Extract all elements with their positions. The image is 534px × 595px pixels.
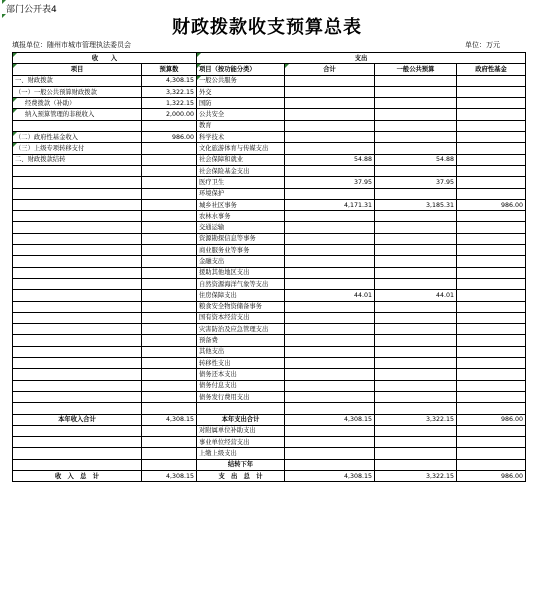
expense-fund xyxy=(457,165,526,176)
expense-fund xyxy=(457,380,526,391)
income-item xyxy=(13,425,142,436)
expense-total xyxy=(285,222,375,233)
expense-general xyxy=(375,459,457,470)
expense-general xyxy=(375,369,457,380)
expense-fund: 986.00 xyxy=(457,470,526,481)
expense-total xyxy=(285,324,375,335)
expense-item: 对附属单位补助支出 xyxy=(197,425,285,436)
income-budget xyxy=(142,324,197,335)
expense-fund xyxy=(457,312,526,323)
income-budget xyxy=(142,448,197,459)
expense-total xyxy=(285,120,375,131)
table-row xyxy=(13,312,526,323)
reporting-unit: 填报单位：随州市城市管理执法委员会 xyxy=(12,41,131,49)
income-header: 收 入 xyxy=(13,53,197,64)
expense-total xyxy=(285,75,375,86)
expense-total xyxy=(285,132,375,143)
expense-total xyxy=(285,358,375,369)
expense-item: 环境保护 xyxy=(197,188,285,199)
expense-item: 社会保障和就业 xyxy=(197,154,285,165)
expense-fund xyxy=(457,177,526,188)
income-budget xyxy=(142,120,197,131)
expense-general xyxy=(375,301,457,312)
expense-fund xyxy=(457,403,526,414)
expense-total xyxy=(285,256,375,267)
expense-item: 转移性支出 xyxy=(197,358,285,369)
income-item xyxy=(13,369,142,380)
expense-fund xyxy=(457,301,526,312)
income-item: 二、财政拨款结转 xyxy=(13,154,142,165)
table-row xyxy=(13,98,526,109)
expense-general xyxy=(375,425,457,436)
expense-total xyxy=(285,278,375,289)
expense-general xyxy=(375,132,457,143)
income-item xyxy=(13,358,142,369)
expense-item: 一般公共服务 xyxy=(197,75,285,86)
expense-fund xyxy=(457,143,526,154)
expense-general xyxy=(375,380,457,391)
expense-fund xyxy=(457,278,526,289)
income-item xyxy=(13,324,142,335)
income-budget xyxy=(142,199,197,210)
income-budget xyxy=(142,165,197,176)
expense-item: 债务发行费用支出 xyxy=(197,391,285,402)
expense-fund xyxy=(457,222,526,233)
expense-total xyxy=(285,391,375,402)
expense-total xyxy=(285,245,375,256)
income-item xyxy=(13,448,142,459)
expense-total xyxy=(285,380,375,391)
expense-total xyxy=(285,86,375,97)
expense-general xyxy=(375,86,457,97)
expense-fund xyxy=(457,245,526,256)
table-row xyxy=(13,470,526,481)
income-item xyxy=(13,391,142,402)
income-budget xyxy=(142,346,197,357)
form-tag: 部门公开表4 xyxy=(6,5,57,15)
income-budget xyxy=(142,425,197,436)
expense-item: 社会保险基金支出 xyxy=(197,165,285,176)
expense-item: 资源勘探信息等事务 xyxy=(197,233,285,244)
expense-total xyxy=(285,369,375,380)
expense-total: 54.88 xyxy=(285,154,375,165)
expense-total xyxy=(285,109,375,120)
expense-fund xyxy=(457,459,526,470)
expense-total xyxy=(285,267,375,278)
expense-general xyxy=(375,437,457,448)
income-item xyxy=(13,165,142,176)
expense-fund xyxy=(457,233,526,244)
expense-item: 住房保障支出 xyxy=(197,290,285,301)
income-item xyxy=(13,312,142,323)
header-row-top xyxy=(13,53,526,64)
table-row xyxy=(13,448,526,459)
expense-total xyxy=(285,459,375,470)
expense-general xyxy=(375,120,457,131)
currency-unit: 单位：万元 xyxy=(465,41,500,49)
expense-fund xyxy=(457,109,526,120)
expense-fund xyxy=(457,369,526,380)
budget-table xyxy=(12,52,526,482)
expense-item: 公共安全 xyxy=(197,109,285,120)
table-row xyxy=(13,380,526,391)
table-row xyxy=(13,177,526,188)
expense-item: 债务付息支出 xyxy=(197,380,285,391)
income-item xyxy=(13,256,142,267)
income-item xyxy=(13,188,142,199)
income-item: 一、财政拨款 xyxy=(13,75,142,86)
income-budget xyxy=(142,290,197,301)
expense-general xyxy=(375,109,457,120)
expense-item xyxy=(197,403,285,414)
expense-general xyxy=(375,391,457,402)
income-budget xyxy=(142,177,197,188)
table-row xyxy=(13,211,526,222)
expense-item: 金融支出 xyxy=(197,256,285,267)
table-row xyxy=(13,199,526,210)
col-general-header: 一般公共预算 xyxy=(375,64,457,75)
table-row xyxy=(13,267,526,278)
expense-fund xyxy=(457,120,526,131)
expense-item: 上缴上级支出 xyxy=(197,448,285,459)
income-budget xyxy=(142,245,197,256)
expense-fund xyxy=(457,290,526,301)
expense-general xyxy=(375,165,457,176)
expense-header: 支出 xyxy=(197,53,526,64)
table-row xyxy=(13,403,526,414)
income-budget xyxy=(142,211,197,222)
income-budget xyxy=(142,256,197,267)
expense-item: 结转下年 xyxy=(197,459,285,470)
income-budget: 4,308.15 xyxy=(142,75,197,86)
expense-total xyxy=(285,301,375,312)
income-item xyxy=(13,335,142,346)
expense-total xyxy=(285,448,375,459)
income-item xyxy=(13,222,142,233)
income-budget xyxy=(142,437,197,448)
income-item xyxy=(13,278,142,289)
expense-item: 债务还本支出 xyxy=(197,369,285,380)
col-budget-header: 预算数 xyxy=(142,64,197,75)
expense-general xyxy=(375,278,457,289)
table-row xyxy=(13,346,526,357)
expense-item: 本年支出合计 xyxy=(197,414,285,425)
expense-item: 粮食安全物资储备事务 xyxy=(197,301,285,312)
expense-fund xyxy=(457,267,526,278)
expense-general xyxy=(375,403,457,414)
col-fund-header: 政府性基金 xyxy=(457,64,526,75)
expense-total: 4,308.15 xyxy=(285,414,375,425)
table-row xyxy=(13,358,526,369)
income-budget xyxy=(142,335,197,346)
expense-item: 农林水事务 xyxy=(197,211,285,222)
table-row xyxy=(13,120,526,131)
income-item: 纳入预算管理的非税收入 xyxy=(13,109,142,120)
expense-total xyxy=(285,403,375,414)
table-row xyxy=(13,278,526,289)
table-row xyxy=(13,132,526,143)
expense-general xyxy=(375,324,457,335)
income-budget xyxy=(142,188,197,199)
income-item: 收 入 总 计 xyxy=(13,470,142,481)
income-item xyxy=(13,301,142,312)
expense-item: 城乡社区事务 xyxy=(197,199,285,210)
income-item: （二）政府性基金收入 xyxy=(13,132,142,143)
expense-fund xyxy=(457,324,526,335)
income-budget: 986.00 xyxy=(142,132,197,143)
expense-general xyxy=(375,143,457,154)
expense-total: 44.01 xyxy=(285,290,375,301)
expense-item: 支 出 总 计 xyxy=(197,470,285,481)
table-row xyxy=(13,459,526,470)
expense-fund: 986.00 xyxy=(457,414,526,425)
income-budget: 4,308.15 xyxy=(142,470,197,481)
expense-general: 54.88 xyxy=(375,154,457,165)
table-row xyxy=(13,414,526,425)
col-func-header: 项目（按功能分类） xyxy=(197,64,285,75)
table-row xyxy=(13,425,526,436)
income-budget xyxy=(142,369,197,380)
expense-total xyxy=(285,346,375,357)
page-title: 财政拨款收支预算总表 xyxy=(172,17,362,38)
income-item xyxy=(13,290,142,301)
income-budget xyxy=(142,380,197,391)
col-item-header: 项目 xyxy=(13,64,142,75)
income-budget xyxy=(142,312,197,323)
expense-total xyxy=(285,425,375,436)
expense-general xyxy=(375,346,457,357)
expense-fund xyxy=(457,256,526,267)
expense-item: 事业单位经营支出 xyxy=(197,437,285,448)
expense-general: 3,322.15 xyxy=(375,470,457,481)
expense-fund xyxy=(457,132,526,143)
expense-item: 自然资源海洋气象等支出 xyxy=(197,278,285,289)
expense-general xyxy=(375,233,457,244)
income-item xyxy=(13,199,142,210)
income-item: （一）一般公共预算财政拨款 xyxy=(13,86,142,97)
expense-total xyxy=(285,437,375,448)
table-row xyxy=(13,324,526,335)
income-item xyxy=(13,245,142,256)
table-row xyxy=(13,290,526,301)
income-budget xyxy=(142,143,197,154)
table-row xyxy=(13,154,526,165)
expense-item: 商业服务业等事务 xyxy=(197,245,285,256)
table-row xyxy=(13,86,526,97)
expense-item: 预备费 xyxy=(197,335,285,346)
expense-fund xyxy=(457,98,526,109)
income-budget xyxy=(142,267,197,278)
expense-item: 国有资本经营支出 xyxy=(197,312,285,323)
income-budget xyxy=(142,391,197,402)
expense-general xyxy=(375,335,457,346)
income-item xyxy=(13,459,142,470)
income-budget xyxy=(142,278,197,289)
expense-total: 37.95 xyxy=(285,177,375,188)
expense-general xyxy=(375,98,457,109)
expense-fund xyxy=(457,346,526,357)
expense-general: 44.01 xyxy=(375,290,457,301)
table-row xyxy=(13,335,526,346)
expense-general xyxy=(375,245,457,256)
income-budget xyxy=(142,301,197,312)
expense-fund xyxy=(457,425,526,436)
expense-item: 科学技术 xyxy=(197,132,285,143)
expense-fund xyxy=(457,437,526,448)
expense-total xyxy=(285,211,375,222)
table-row xyxy=(13,256,526,267)
expense-total xyxy=(285,335,375,346)
income-item xyxy=(13,403,142,414)
expense-fund xyxy=(457,188,526,199)
table-row xyxy=(13,109,526,120)
table-row xyxy=(13,391,526,402)
expense-item: 文化旅游体育与传媒支出 xyxy=(197,143,285,154)
table-row xyxy=(13,222,526,233)
expense-general xyxy=(375,256,457,267)
expense-general xyxy=(375,358,457,369)
income-item xyxy=(13,267,142,278)
col-total-header: 合计 xyxy=(285,64,375,75)
table-row xyxy=(13,369,526,380)
income-item xyxy=(13,346,142,357)
expense-fund xyxy=(457,211,526,222)
expense-general xyxy=(375,211,457,222)
income-budget xyxy=(142,459,197,470)
expense-item: 其他支出 xyxy=(197,346,285,357)
expense-fund xyxy=(457,358,526,369)
income-budget: 1,322.15 xyxy=(142,98,197,109)
expense-fund xyxy=(457,335,526,346)
expense-general: 3,322.15 xyxy=(375,414,457,425)
income-item xyxy=(13,177,142,188)
income-budget: 2,000.00 xyxy=(142,109,197,120)
expense-general xyxy=(375,312,457,323)
expense-fund xyxy=(457,86,526,97)
expense-total: 4,308.15 xyxy=(285,470,375,481)
income-item: 经费拨款（补助） xyxy=(13,98,142,109)
income-budget xyxy=(142,154,197,165)
expense-item: 教育 xyxy=(197,120,285,131)
expense-fund xyxy=(457,154,526,165)
expense-total xyxy=(285,233,375,244)
income-budget xyxy=(142,403,197,414)
income-budget xyxy=(142,358,197,369)
income-item xyxy=(13,120,142,131)
expense-item: 灾害防治及应急管理支出 xyxy=(197,324,285,335)
expense-item: 援助其他地区支出 xyxy=(197,267,285,278)
income-item xyxy=(13,437,142,448)
expense-general xyxy=(375,222,457,233)
table-row xyxy=(13,143,526,154)
table-row xyxy=(13,165,526,176)
income-item xyxy=(13,233,142,244)
expense-total xyxy=(285,143,375,154)
table-row xyxy=(13,245,526,256)
expense-total: 4,171.31 xyxy=(285,199,375,210)
income-budget xyxy=(142,233,197,244)
income-item: （三）上级专项转移支付 xyxy=(13,143,142,154)
table-row xyxy=(13,75,526,86)
expense-total xyxy=(285,98,375,109)
expense-item: 国防 xyxy=(197,98,285,109)
income-item xyxy=(13,380,142,391)
income-item xyxy=(13,211,142,222)
expense-fund xyxy=(457,391,526,402)
income-budget: 4,308.15 xyxy=(142,414,197,425)
table-row xyxy=(13,188,526,199)
expense-fund xyxy=(457,448,526,459)
expense-general xyxy=(375,188,457,199)
header-row-columns xyxy=(13,64,526,75)
table-row xyxy=(13,437,526,448)
income-budget: 3,322.15 xyxy=(142,86,197,97)
table-row xyxy=(13,301,526,312)
income-item: 本年收入合计 xyxy=(13,414,142,425)
expense-general: 37.95 xyxy=(375,177,457,188)
expense-total xyxy=(285,312,375,323)
expense-total xyxy=(285,165,375,176)
table-row xyxy=(13,233,526,244)
expense-general: 3,185.31 xyxy=(375,199,457,210)
expense-general xyxy=(375,448,457,459)
expense-fund xyxy=(457,75,526,86)
expense-item: 外交 xyxy=(197,86,285,97)
expense-item: 医疗卫生 xyxy=(197,177,285,188)
expense-total xyxy=(285,188,375,199)
expense-item: 交通运输 xyxy=(197,222,285,233)
expense-general xyxy=(375,75,457,86)
expense-general xyxy=(375,267,457,278)
income-budget xyxy=(142,222,197,233)
expense-fund: 986.00 xyxy=(457,199,526,210)
